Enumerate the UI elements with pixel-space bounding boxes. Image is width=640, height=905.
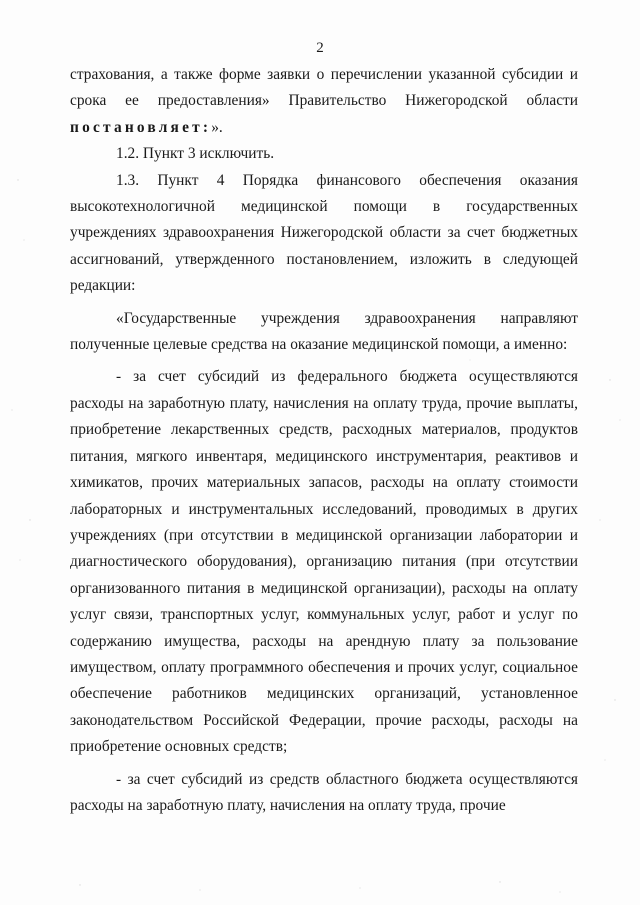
paragraph-text: 1.3. Пункт 4 Порядка финансового обеспечения оказания высокотехнологичной медицинской помощи в государственных учреждениях здравоохранения Нижегородской области за счет бюджетных ассигнований, утвержденного постановлением, изложить в следующей редакции: (70, 171, 578, 295)
paragraph-text: страхования, а также форме заявки о перечислении указанной субсидии и срока ее предоставления» Правительство Нижегородской области (70, 66, 578, 110)
paragraph-text: - за счет субсидий из федерального бюджета осуществляются расходы на заработную плату, начисления на оплату труда, прочие выплаты, приобретение лекарственных средств, расходных материалов, продуктов питания, мягкого инвентаря, медицинского инструментария, реактивов и химикатов, прочих материальных запасов, расходы на оплату стоимости лабораторных и инструментальных исследований, проводимых в других учреждениях (при отсутствии в медицинской организации лаборатории и диагностического оборудования), организацию питания (при отсутствии организованного питания в медицинской организации), расходы на оплату услуг связи, транспортных услуг, коммунальных услуг, работ и услуг по содержанию имущества, расходы на арендную плату за пользование имуществом, оплату программного обеспечения и прочих услуг, социальное обеспечение работников медицинских организаций, установленное законодательством Российской Федерации, прочие расходы, расходы на приобретение основных средств; (70, 368, 578, 756)
paragraph-item-1-3 (70, 168, 578, 300)
paragraph-text-end: ». (211, 118, 223, 136)
paragraph-item-1-2 (70, 141, 578, 167)
paragraph-federal-subsidies (70, 364, 578, 760)
page-number: 2 (316, 40, 324, 56)
paragraph-resolution-preamble (70, 62, 578, 141)
paragraph-quote-intro (70, 306, 578, 359)
paragraph-regional-subsidies (70, 767, 578, 820)
resolution-keyword: постановляет: (70, 118, 212, 136)
paragraph-text: «Государственные учреждения здравоохранения направляют полученные целевые средства на оказание медицинской помощи, а именно: (70, 309, 578, 354)
document-body (70, 62, 578, 819)
paragraph-text: - за счет субсидий из средств областного бюджета осуществляются расходы на заработную плату, начисления на оплату труда, прочие (70, 770, 578, 814)
paragraph-text: 1.2. Пункт 3 исключить. (116, 145, 275, 163)
